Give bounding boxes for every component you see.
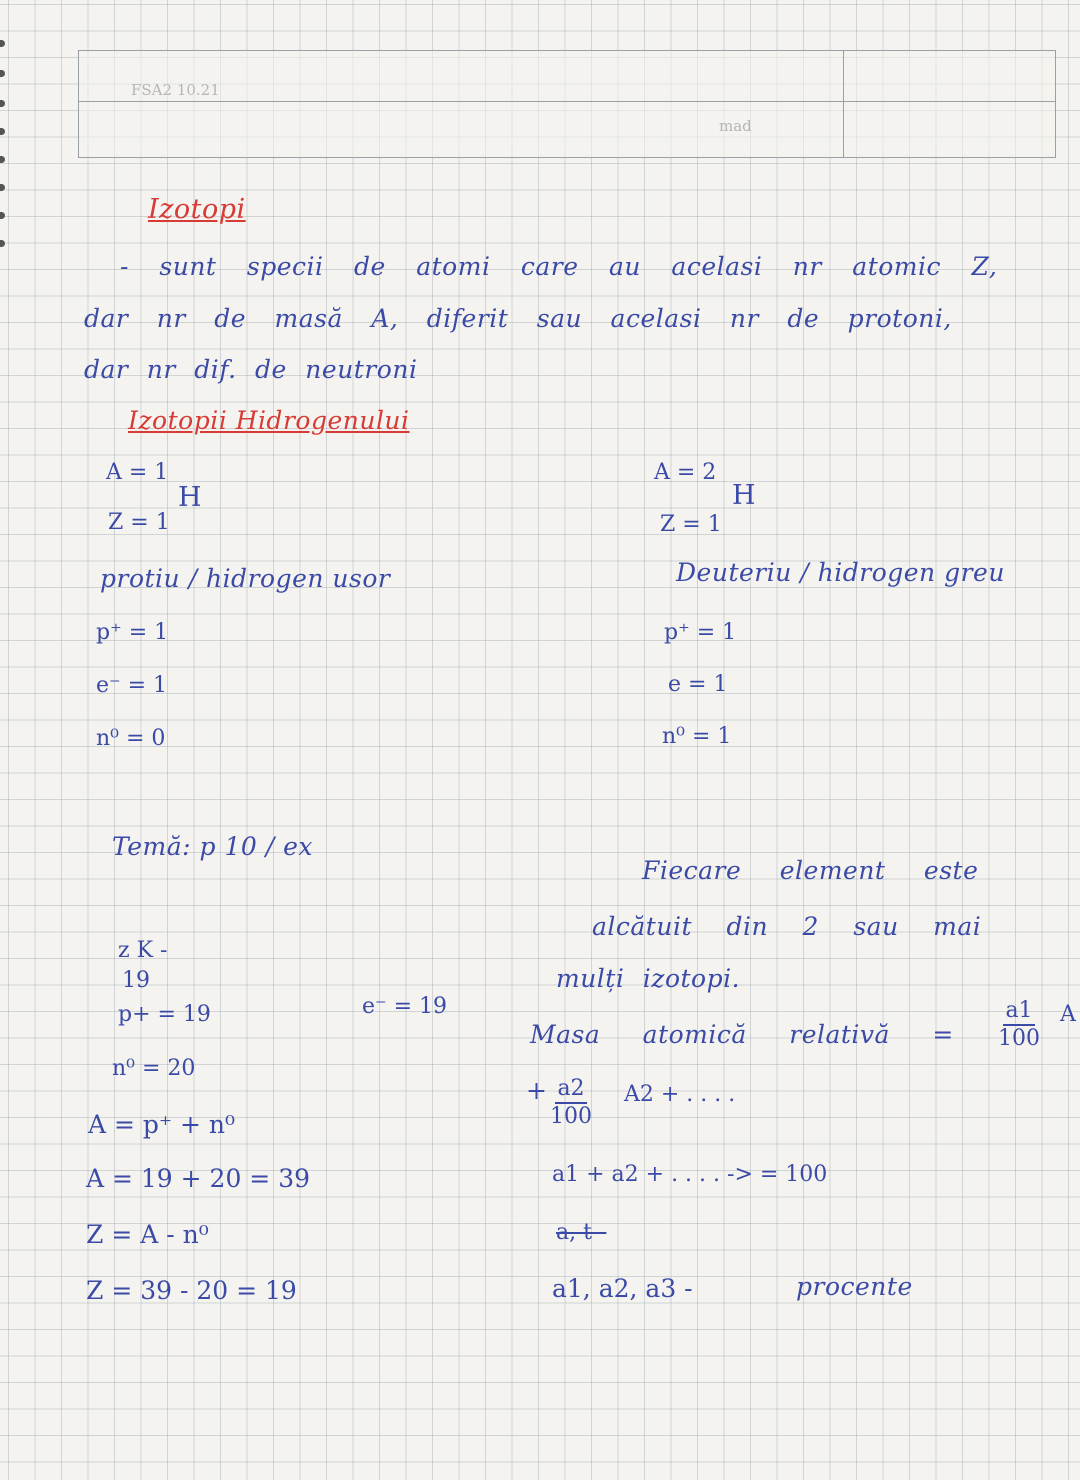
isotope2-protons: p⁺ = 1 [664,620,737,645]
isotope2-atomic-number: Z = 1 [660,512,722,537]
definition-line-2: dar nr de masă A, diferit sau acelasi nr de protoni, [84,304,952,333]
note-struck-text: a, t - [556,1220,607,1245]
note-percent-sum: a1 + a2 + . . . . -> = 100 [552,1162,828,1187]
fraction-2-prefix: + [526,1076,547,1105]
subtitle-hydrogen-isotopes: Izotopii Hidrogenului [128,406,410,435]
isotope2-name: Deuteriu / hidrogen greu [676,558,1005,587]
fraction-2-numerator: a2 [555,1078,586,1104]
isotope2-neutrons: n⁰ = 1 [662,724,732,749]
note-line-2: alcătuit din 2 sau mai [592,912,982,941]
homework-title: Temă: p 10 / ex [112,832,313,861]
isotope2-mass-number: A = 2 [654,460,717,485]
definition-line-3: dar nr dif. de neutroni [84,355,418,384]
homework-symbol-bottom: 19 [122,968,150,993]
fraction-2-tail: A2 + . . . . [624,1082,736,1107]
fraction-1-denominator: 100 [998,1026,1040,1051]
header-box [78,50,1056,158]
fraction-1-numerator: a1 [1003,1000,1034,1026]
homework-formula-mass: A = p⁺ + n⁰ [88,1110,236,1139]
note-line-3: mulți izotopi. [556,964,741,993]
isotope1-mass-number: A = 1 [106,460,169,485]
isotope1-neutrons: n⁰ = 0 [96,726,166,751]
homework-symbol-top: z K - [118,938,168,963]
definition-line-1: - sunt specii de atomi care au acelasi nr atomic Z, [120,252,998,281]
note-percent-variables: a1, a2, a3 - [552,1274,693,1303]
isotope2-electrons: e = 1 [668,672,728,697]
isotope2-symbol: H [732,480,756,511]
note-percent-word: procente [796,1272,913,1301]
homework-calc-mass: A = 19 + 20 = 39 [86,1164,311,1193]
isotope1-name: protiu / hidrogen usor [100,564,391,593]
isotope1-electrons: e⁻ = 1 [96,673,168,698]
header-faint-text: FSA2 10.21 [131,81,220,99]
notebook-binding-holes [0,0,8,1480]
fraction-1-tail: A [1060,1002,1076,1027]
note-line-1: Fiecare element este [642,856,979,885]
homework-calc-atomic: Z = 39 - 20 = 19 [86,1276,297,1305]
isotope1-symbol: H [178,482,202,513]
note-fraction-2 [550,1078,592,1128]
isotope1-protons: p⁺ = 1 [96,620,169,645]
note-fraction-1 [998,1000,1040,1050]
homework-formula-atomic: Z = A - n⁰ [86,1220,209,1249]
isotope1-atomic-number: Z = 1 [108,510,170,535]
fraction-2-denominator: 100 [550,1104,592,1129]
header-faint-mark: mad [719,117,752,135]
homework-neutrons: n⁰ = 20 [112,1056,196,1081]
section-title: Izotopi [148,194,246,225]
homework-electrons: e⁻ = 19 [362,994,448,1019]
note-relative-mass-label: Masa atomică relativă = [530,1020,954,1049]
homework-protons: p+ = 19 [118,1002,211,1027]
